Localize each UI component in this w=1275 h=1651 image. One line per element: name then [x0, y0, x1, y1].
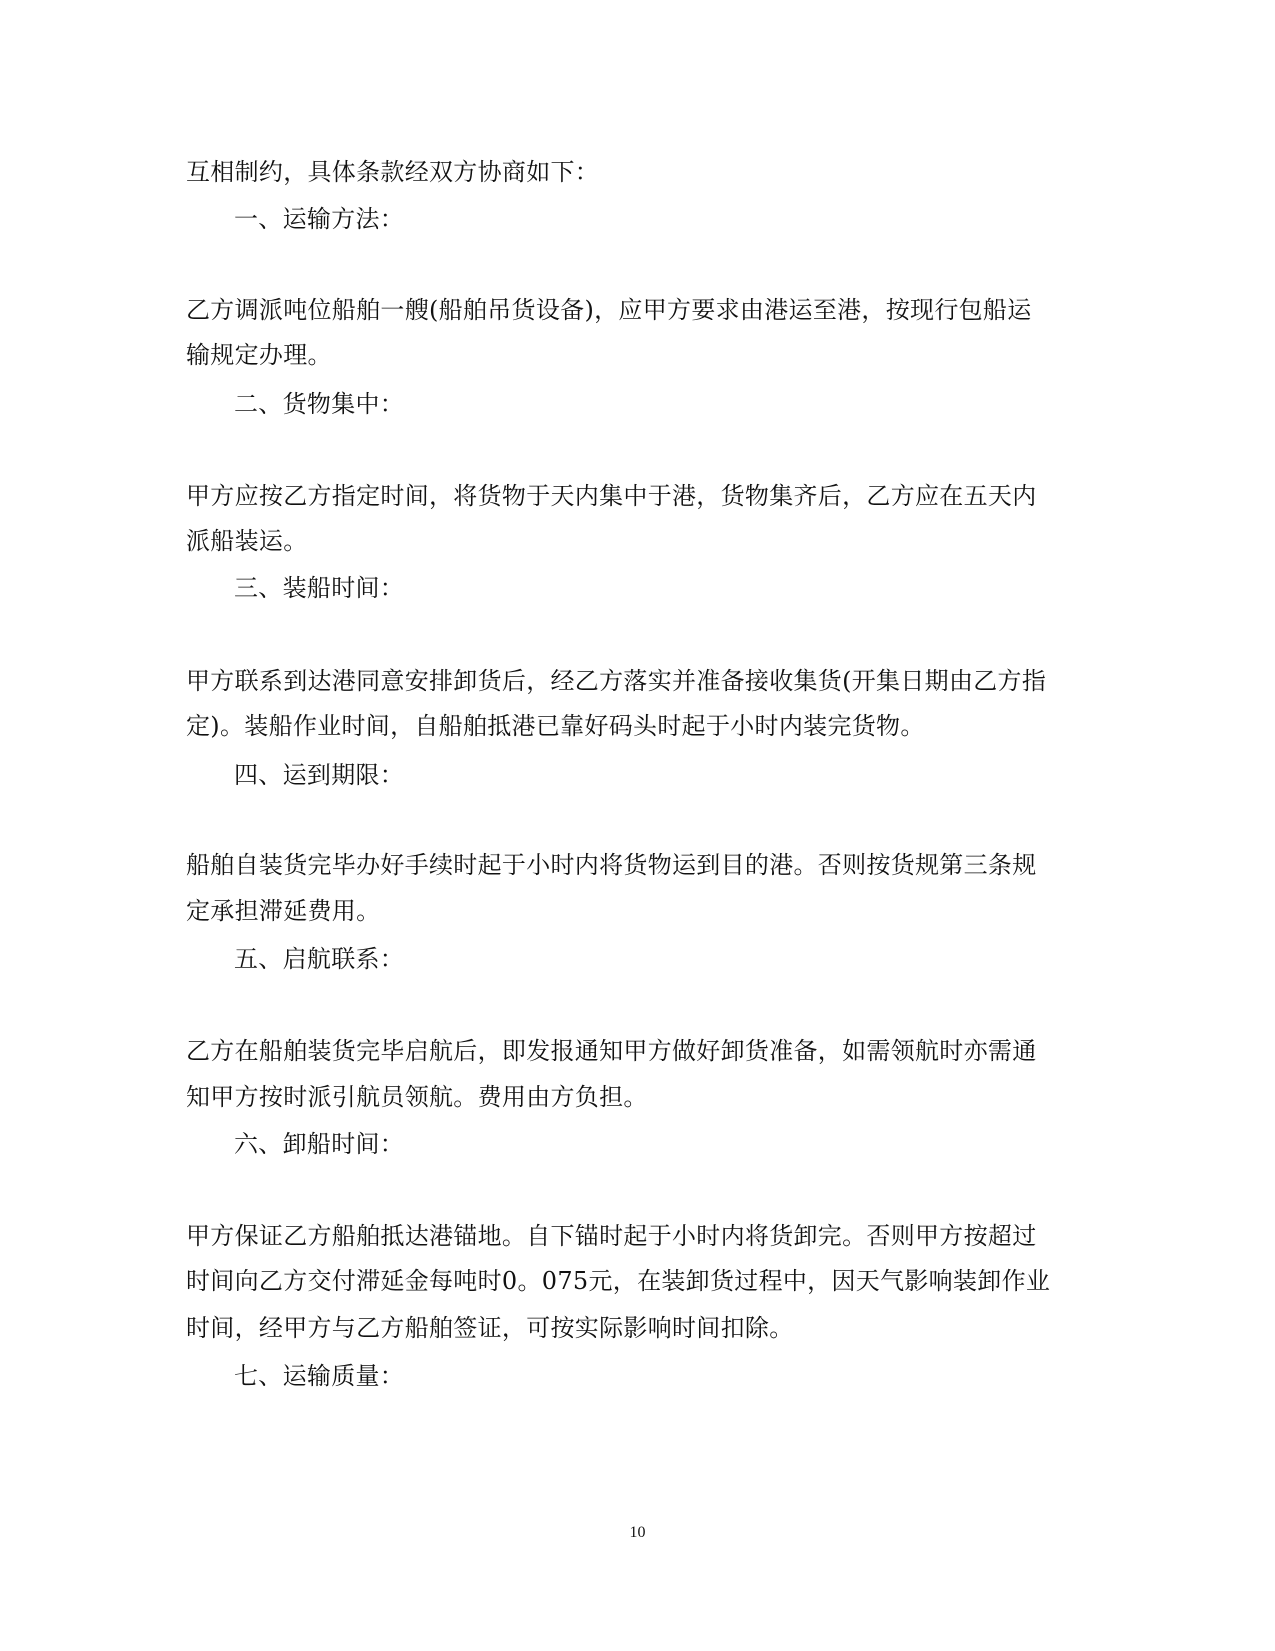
section-4-line-2: 定承担滞延费用。: [186, 897, 381, 925]
section-4-line-1: 船舶自装货完毕办好手续时起于小时内将货物运到目的港。否则按货规第三条规: [186, 851, 1037, 879]
section-6-line-1: 甲方保证乙方船舶抵达港锚地。自下锚时起于小时内将货卸完。否则甲方按超过: [186, 1222, 1037, 1250]
section-heading-6: 六、卸船时间：: [234, 1130, 405, 1158]
section-heading-4: 四、运到期限：: [234, 761, 405, 789]
section-3-line-2: 定)。装船作业时间，自船舶抵港已靠好码头时起于小时内装完货物。: [186, 712, 925, 740]
intro-line: 互相制约，具体条款经双方协商如下：: [186, 158, 600, 186]
section-heading-2: 二、货物集中：: [234, 390, 405, 418]
section-5-line-2: 知甲方按时派引航员领航。费用由方负担。: [186, 1083, 648, 1111]
section-heading-3: 三、装船时间：: [234, 574, 405, 602]
section-3-line-1: 甲方联系到达港同意安排卸货后，经乙方落实并准备接收集货(开集日期由乙方指: [186, 667, 1047, 695]
section-heading-5: 五、启航联系：: [234, 945, 405, 973]
section-heading-7: 七、运输质量：: [234, 1362, 405, 1390]
section-6-line-3: 时间，经甲方与乙方船舶签证，可按实际影响时间扣除。: [186, 1314, 794, 1342]
section-2-line-2: 派船装运。: [186, 527, 308, 555]
section-5-line-1: 乙方在船舶装货完毕启航后，即发报通知甲方做好卸货准备，如需领航时亦需通: [186, 1037, 1037, 1065]
section-2-line-1: 甲方应按乙方指定时间，将货物于天内集中于港，货物集齐后，乙方应在五天内: [186, 482, 1037, 510]
section-1-line-2: 输规定办理。: [186, 341, 332, 369]
section-heading-1: 一、运输方法：: [234, 205, 405, 233]
page-number: 10: [629, 1524, 646, 1541]
section-6-line-2: 时间向乙方交付滞延金每吨时0。075元，在装卸货过程中，因天气影响装卸作业: [186, 1267, 1051, 1295]
section-1-line-1: 乙方调派吨位船舶一艘(船舶吊货设备)，应甲方要求由港运至港，按现行包船运: [186, 296, 1032, 324]
